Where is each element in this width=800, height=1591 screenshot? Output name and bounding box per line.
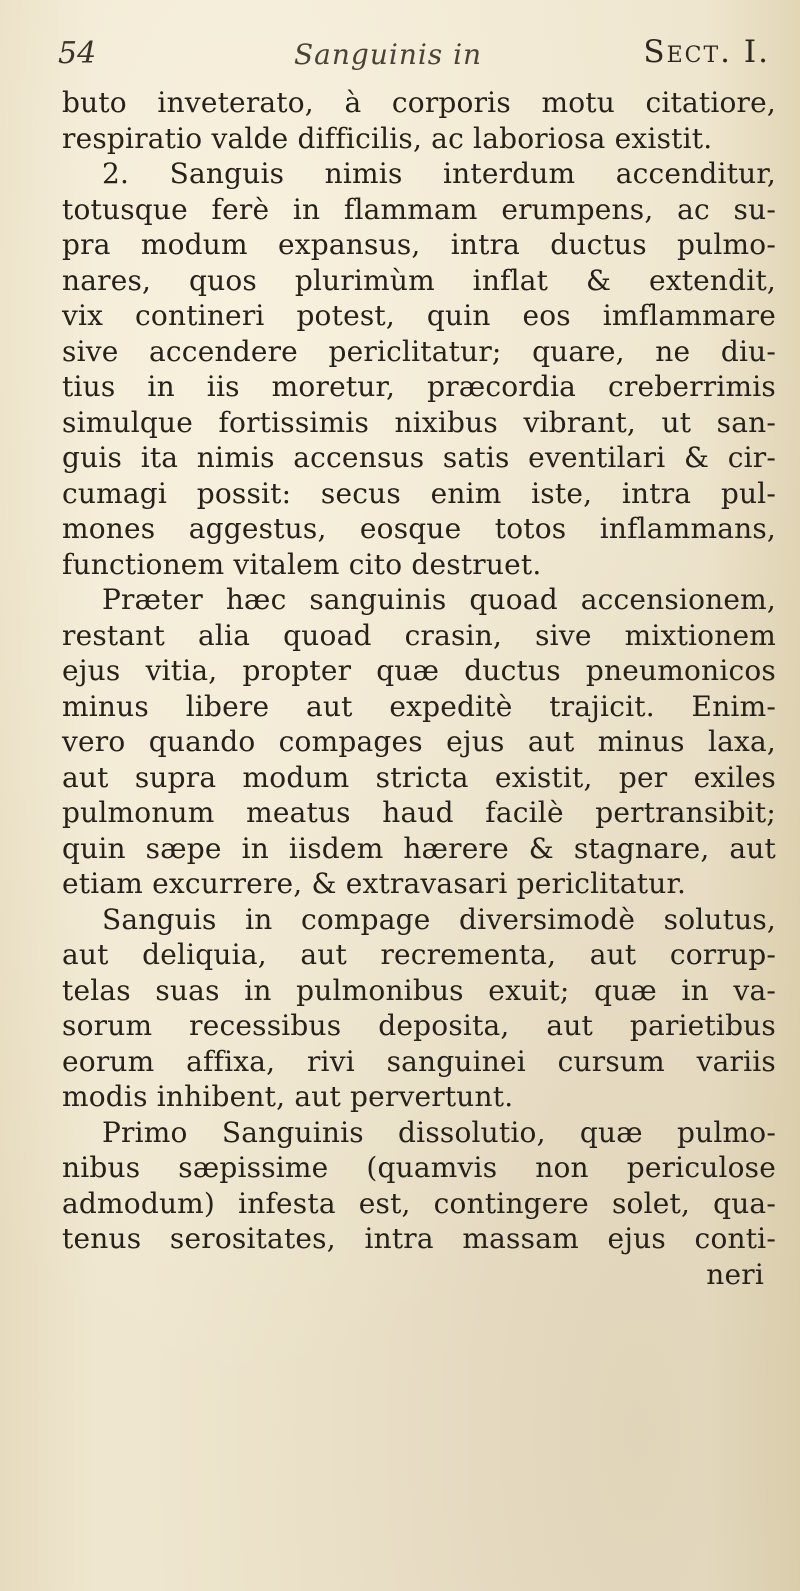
text-line: Primo Sanguinis dissolutio, quæ pulmo- xyxy=(102,1115,776,1149)
text-line: functionem vitalem cito destruet. xyxy=(62,547,542,581)
text-line: ejus vitia, propter quæ ductus pneumonicos xyxy=(62,654,776,687)
running-title: Sanguinis in xyxy=(294,38,483,71)
body-text xyxy=(62,85,776,1292)
text-line: restant alia quoad crasin, sive mixtionem xyxy=(62,618,776,652)
text-line: modis inhibent, aut pervertunt. xyxy=(62,1080,514,1113)
catchword: neri xyxy=(706,1257,764,1291)
text-line: pra modum expansus, intra ductus pulmo- xyxy=(62,228,776,261)
text-line: nibus sæpissime (quamvis non periculose xyxy=(62,1151,776,1184)
text-line: pulmonum meatus haud facilè pertransibit; xyxy=(62,796,776,829)
text-line: Sanguis in compage diversimodè solutus, xyxy=(102,902,776,936)
text-line: tius in iis moretur, præcordia creberrimis xyxy=(62,370,776,403)
text-line: telas suas in pulmonibus exuit; quæ in va- xyxy=(62,973,776,1007)
text-line: 2. Sanguis nimis interdum accenditur, xyxy=(102,157,776,190)
text-line: nares, quos plurimùm inflat & extendit, xyxy=(62,263,776,297)
text-line: sorum recessibus deposita, aut parietibus xyxy=(62,1009,776,1042)
text-line: eorum affixa, rivi sanguinei cursum variis xyxy=(62,1044,776,1078)
text-line: minus libere aut expeditè trajicit. Enim- xyxy=(62,689,776,723)
text-line: vero quando compages ejus aut minus laxa, xyxy=(62,725,776,758)
text-line: simulque fortissimis nixibus vibrant, ut san- xyxy=(62,405,776,439)
text-line: Præter hæc sanguinis quoad accensionem, xyxy=(102,583,776,616)
text-line: guis ita nimis accensus satis eventilari & cir- xyxy=(62,441,776,474)
text-line: aut deliquia, aut recrementa, aut corrup- xyxy=(62,938,776,971)
page-number: 54 xyxy=(58,36,97,71)
section-mark: Sect. I. xyxy=(643,34,770,70)
text-line: cumagi possit: secus enim iste, intra pul- xyxy=(62,476,776,510)
text-line: etiam excurrere, & extravasari periclitatur. xyxy=(62,867,687,900)
text-line: respiratio valde difficilis, ac laboriosa existit. xyxy=(62,121,713,155)
text-line: admodum) infesta est, contingere solet, qua- xyxy=(62,1186,776,1220)
text-line: vix contineri potest, quin eos imflammare xyxy=(62,299,776,332)
text-line: totusque ferè in flammam erumpens, ac su- xyxy=(62,192,776,226)
text-line: tenus serositates, intra massam ejus conti- xyxy=(62,1222,776,1255)
text-line: mones aggestus, eosque totos inflammans, xyxy=(62,512,776,545)
text-line: quin sæpe in iisdem hærere & stagnare, aut xyxy=(62,831,776,865)
text-line: buto inveterato, à corporis motu citatiore, xyxy=(62,86,776,119)
page-header xyxy=(58,26,778,82)
text-line: sive accendere periclitatur; quare, ne diu- xyxy=(62,334,776,368)
text-line: aut supra modum stricta existit, per exiles xyxy=(62,760,776,794)
